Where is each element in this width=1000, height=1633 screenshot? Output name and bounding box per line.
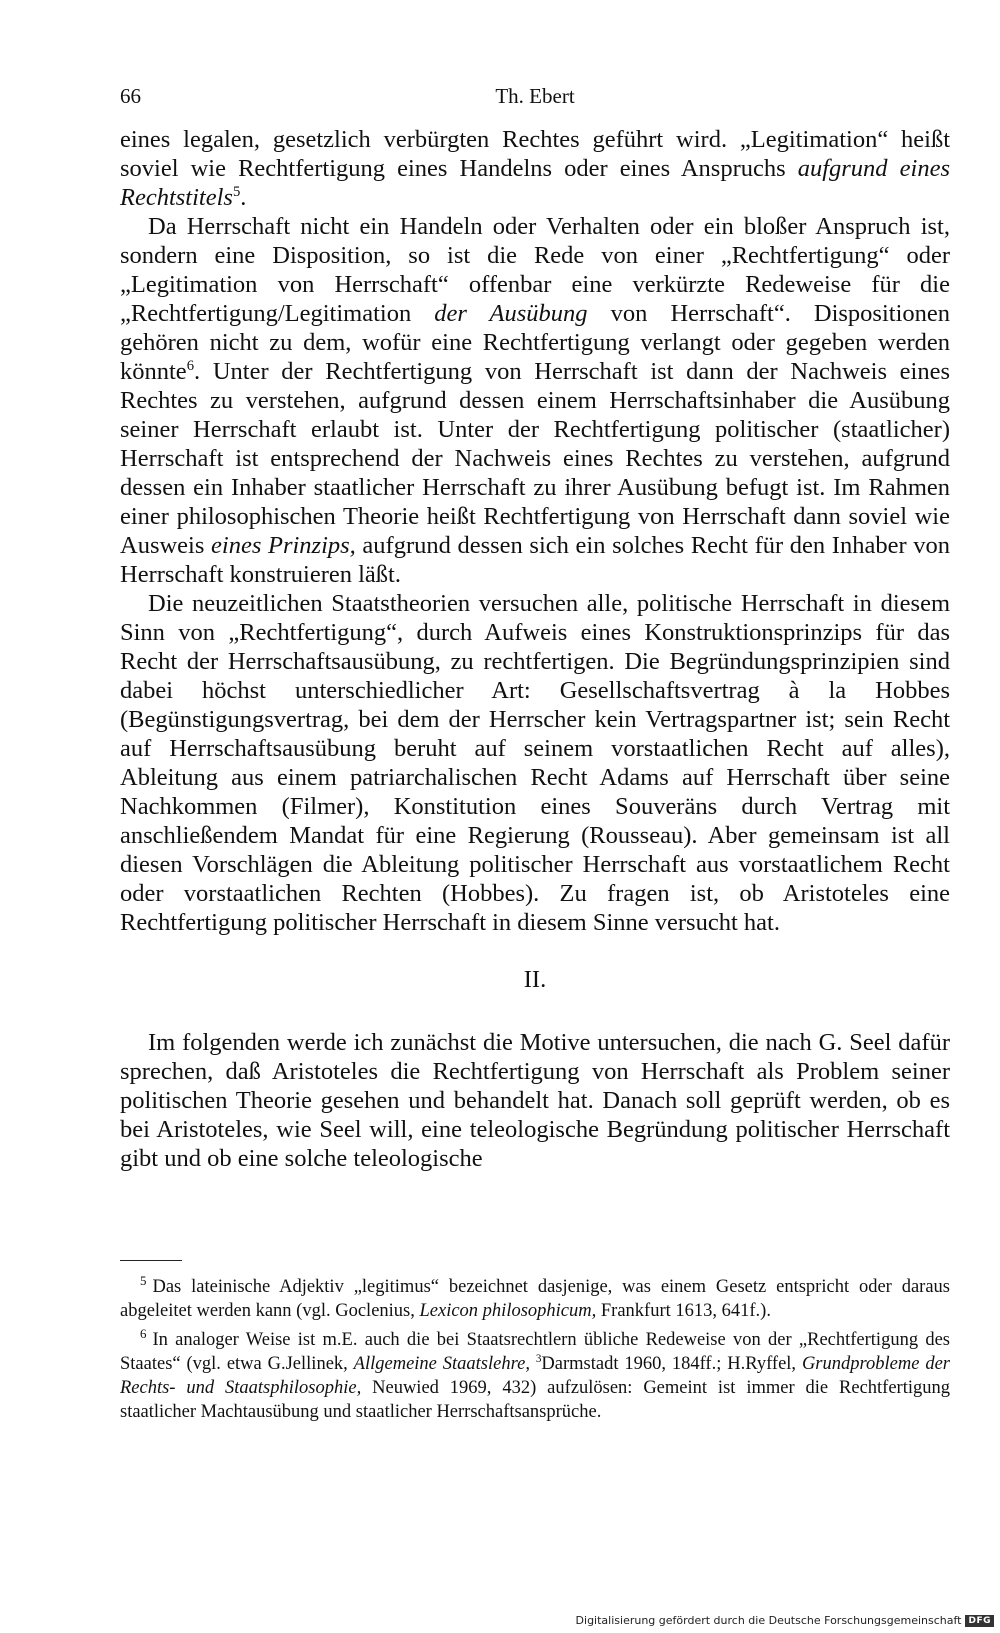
running-head: Th. Ebert — [495, 84, 575, 108]
dfg-logo: DFG — [965, 1615, 994, 1627]
italic-text: eines Prinzips, — [211, 532, 356, 559]
paragraph — [120, 212, 950, 589]
footnote-ref: 6 — [186, 357, 195, 374]
text-run: eines legalen, gesetzlich verbürgten Rechtes geführt wird. „Legitimation“ heißt soviel wie Rechtfertigung eines Handelns oder eines Anspruchs — [120, 126, 950, 182]
footnote — [120, 1272, 950, 1323]
italic-text: Allgemeine Staatslehre, — [353, 1354, 530, 1374]
text-run: In analoger Weise ist m.E. auch die bei Staatsrechtlern übliche Redeweise von der „Rechtfertigung des Staates“ (vgl. etwa G.Jellinek, — [120, 1330, 950, 1374]
text-run: Das lateinische Adjektiv „legitimus“ bezeichnet dasjenige, was einem Gesetz entspricht oder daraus abgeleitet werden kann (vgl. Goclenius, — [120, 1277, 950, 1321]
text-run: Neuwied 1969, 432) aufzulösen: Gemeint ist immer die Rechtfertigung staatlicher Machtausübung und staatlicher Herrschaftsansprüche. — [120, 1378, 950, 1422]
paragraph — [120, 1028, 950, 1173]
text-run: von Herrschaft“. Dispositionen gehören nicht zu dem, wofür eine Rechtfertigung verlangt oder gegeben werden könnte — [120, 300, 951, 385]
text-run: Im folgenden werde ich zunächst die Motive untersuchen, die nach G. Seel dafür sprechen, daß Aristoteles die Rechtfertigung von Herrschaft als Problem seiner politischen Theorie gesehen und behandelt hat. Danach soll geprüft werden, ob es bei Aristoteles, wie Seel will, eine teleologische Begründung politischer Herrschaft gibt und ob eine solche teleologische — [120, 1029, 950, 1172]
page-header — [120, 78, 950, 114]
italic-text: Grundprobleme der Rechts- und Staatsphilosophie, — [120, 1354, 950, 1398]
text-run: Frankfurt 1613, 641f.). — [596, 1301, 771, 1321]
text-run: Die neuzeitlichen Staatstheorien versuchen alle, politische Herrschaft in diesem Sinn von „Rechtfertigung“, durch Aufweis eines Konstruktionsprinzips für das Recht der Herrschaftsausübung, zu rechtfertigen. Die Begründungsprinzipien sind dabei höchst unterschiedlicher Art: Gesellschaftsvertrag à la Hobbes (Begünstigungsvertrag, bei dem der Herrscher kein Vertragspartner ist; sein Recht auf Herrschaftsausübung beruht auf seinem vorstaatlichen Recht auf alles), Ableitung aus einem patriarchalischen Recht Adams auf Herrschaft über seine Nachkommen (Filmer), Konstitution eines Souveräns durch Vertrag mit anschließendem Mandat für eine Regierung (Rousseau). Aber gemeinsam ist all diesen Vorschlägen die Ableitung politischer Herrschaft aus vorstaatlichem Recht oder vorstaatlichen Rechten (Hobbes). Zu fragen ist, ob Aristoteles eine Rechtfertigung politischer Herrschaft in diesem Sinne versucht hat. — [120, 590, 950, 936]
paragraph — [120, 125, 950, 212]
italic-text: Lexicon philosophicum, — [419, 1301, 597, 1321]
section-heading: II. — [523, 966, 547, 993]
credit-text: Digitalisierung gefördert durch die Deutsche Forschungsgemeinschaft — [575, 1614, 962, 1627]
text-run: Da Herrschaft nicht ein Handeln oder Verhalten oder ein bloßer Anspruch ist, sondern eine Disposition, so ist die Rede von einer „Rechtfertigung“ oder „Legitimation von Herrschaft“ offenbar eine verkürzte Redeweise für die „Rechtfertigung/Legitimation — [120, 213, 950, 327]
text-run: . — [240, 184, 247, 211]
text-run: aufgrund dessen sich ein solches Recht für den Inhaber von Herrschaft konstruieren läßt. — [120, 532, 950, 588]
footnote-mark: 6 — [140, 1325, 147, 1341]
footnote — [120, 1325, 950, 1424]
body-text — [120, 125, 950, 1173]
paragraph — [120, 589, 950, 937]
italic-text: der Ausübung — [434, 300, 588, 327]
text-run: . Unter der Rechtfertigung von Herrschaft ist dann der Nachweis eines Rechtes zu verstehen, aufgrund dessen einem Herrschaftsinhaber die Ausübung seiner Herrschaft erlaubt ist. Unter der Rechtfertigung politischer (staatlicher) Herrschaft ist entsprechend der Nachweis eines Rechtes zu verstehen, aufgrund dessen ein Inhaber staatlicher Herrschaft zu ihrer Ausübung befugt ist. Im Rahmen einer philosophischen Theorie heißt Rechtfertigung von Herrschaft dann soviel wie Ausweis — [120, 358, 950, 559]
text-run: Darmstadt 1960, 184ff.; H.Ryffel, — [541, 1354, 802, 1374]
page-number: 66 — [120, 84, 141, 108]
footnote-rule — [120, 1260, 182, 1261]
footnote-ref: 5 — [232, 183, 241, 200]
italic-text: aufgrund eines Rechtstitels — [120, 155, 950, 211]
footnote-mark: 5 — [140, 1272, 147, 1288]
footnotes — [120, 1260, 950, 1429]
digitization-credit — [576, 1614, 994, 1627]
footnote-ref: 3 — [535, 1352, 542, 1365]
